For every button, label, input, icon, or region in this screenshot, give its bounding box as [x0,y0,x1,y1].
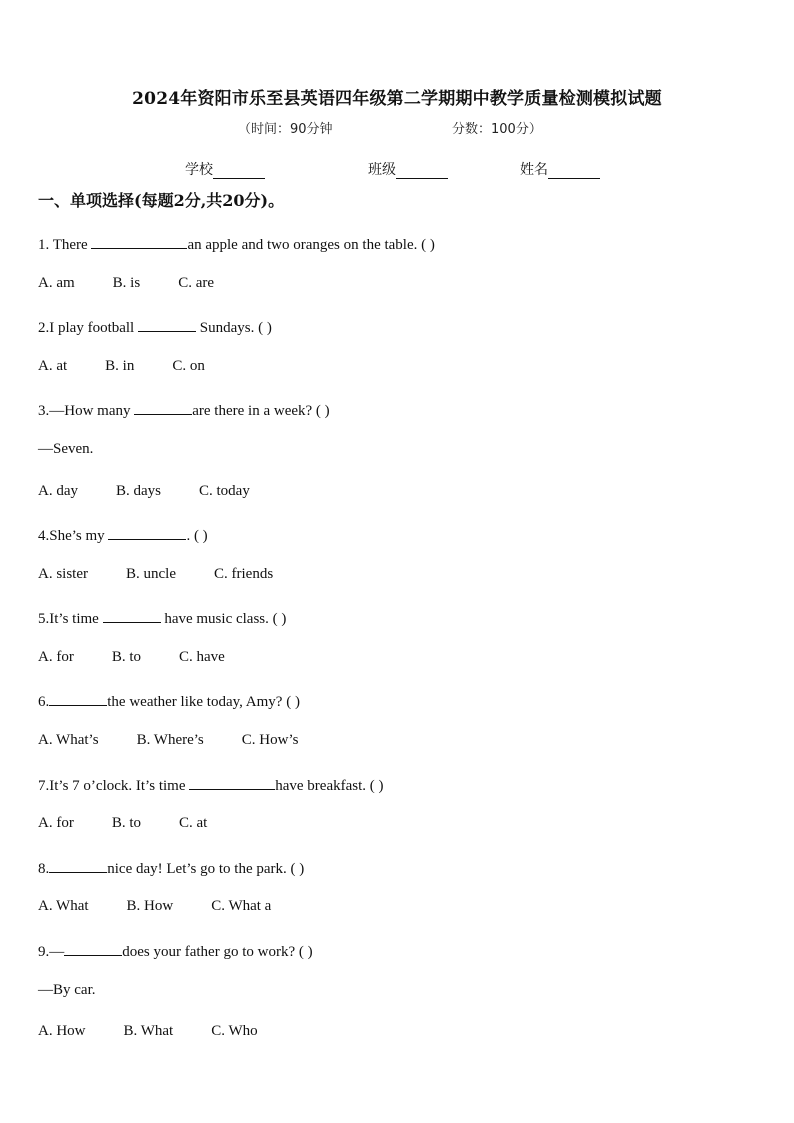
option-a[interactable]: A. for [38,649,74,665]
page-title: 2024年资阳市乐至县英语四年级第二学期期中教学质量检测模拟试题 [132,89,662,109]
question-text: 7.It’s 7 o’clock. It’s time [38,778,190,794]
answer-blank[interactable] [108,524,186,540]
option-b[interactable]: B. How [126,898,174,914]
option-a[interactable]: A. What [38,898,89,914]
option-c[interactable]: C. How’s [241,732,299,748]
answer-blank[interactable] [91,233,187,249]
option-c[interactable]: C. What a [211,898,272,914]
options-5 [38,649,263,666]
option-a[interactable]: A. am [38,275,75,291]
option-a[interactable]: A. What’s [38,732,99,748]
class-blank[interactable] [396,164,448,179]
option-a[interactable]: A. for [38,815,74,831]
answer-blank[interactable] [189,774,275,790]
option-a[interactable]: A. sister [38,566,88,582]
options-7 [38,815,245,832]
answer-blank[interactable] [103,607,161,623]
option-b[interactable]: B. to [111,649,142,665]
options-6 [38,732,336,749]
question-text: Sundays. ( ) [195,320,272,336]
options-9 [38,1023,296,1040]
class-label: 班级 [368,162,396,178]
school-label: 学校 [185,162,213,178]
question-text: are there in a week? ( ) [192,403,330,419]
question-text: 5.It’s time [38,611,103,627]
question-2 [38,316,272,337]
question-text: 8. [38,861,50,877]
question-5 [38,607,286,628]
option-a[interactable]: A. at [38,358,68,374]
option-c[interactable]: C. friends [214,566,274,582]
name-blank[interactable] [548,164,600,179]
school-field [185,159,265,179]
option-c[interactable]: C. at [179,815,208,831]
option-a[interactable]: A. How [38,1023,86,1039]
exam-time: （时间：90分钟 [238,122,333,137]
option-c[interactable]: C. on [172,358,205,374]
option-b[interactable]: B. days [116,483,161,499]
answer-blank[interactable] [134,399,192,415]
option-b[interactable]: B. in [105,358,135,374]
option-c[interactable]: C. Who [211,1023,258,1039]
reply-9: —By car. [38,982,96,998]
option-b[interactable]: B. What [123,1023,174,1039]
options-3 [38,483,288,500]
options-8 [38,898,309,915]
question-text: does your father go to work? ( ) [122,944,313,960]
option-b[interactable]: B. uncle [126,566,176,582]
options-4 [38,566,311,583]
options-1 [38,275,252,292]
answer-blank[interactable] [64,940,122,956]
option-c[interactable]: C. are [178,275,215,291]
option-c[interactable]: C. have [179,649,225,665]
question-1 [38,233,435,254]
section-heading: 一、单项选择(每题2分,共20分)。 [38,191,285,210]
question-text: . ( ) [186,528,208,544]
question-text: 3.—How many [38,403,135,419]
question-9 [38,940,313,961]
name-field [520,159,600,179]
reply-3: —Seven. [38,441,94,457]
question-8 [38,857,304,878]
question-text: have breakfast. ( ) [275,778,384,794]
question-7 [38,774,384,795]
question-6 [38,690,300,711]
options-2 [38,358,243,375]
question-text: have music class. ( ) [160,611,287,627]
question-text: 9.— [38,944,65,960]
school-blank[interactable] [213,164,265,179]
exam-score: 分数：100分） [452,122,542,137]
option-b[interactable]: B. to [111,815,142,831]
question-3 [38,399,330,420]
name-label: 姓名 [520,162,548,178]
question-4 [38,524,208,545]
option-b[interactable]: B. Where’s [136,732,204,748]
answer-blank[interactable] [49,857,107,873]
question-text: an apple and two oranges on the table. ( ) [187,237,435,253]
question-text: 6. [38,694,50,710]
question-text: nice day! Let’s go to the park. ( ) [107,861,305,877]
class-field [368,159,448,179]
answer-blank[interactable] [138,316,196,332]
question-text: 4.She’s my [38,528,109,544]
question-text: 1. There [38,237,92,253]
option-a[interactable]: A. day [38,483,78,499]
option-c[interactable]: C. today [199,483,250,499]
question-text: the weather like today, Amy? ( ) [107,694,300,710]
option-b[interactable]: B. is [112,275,141,291]
answer-blank[interactable] [49,690,107,706]
question-text: 2.I play football [38,320,138,336]
